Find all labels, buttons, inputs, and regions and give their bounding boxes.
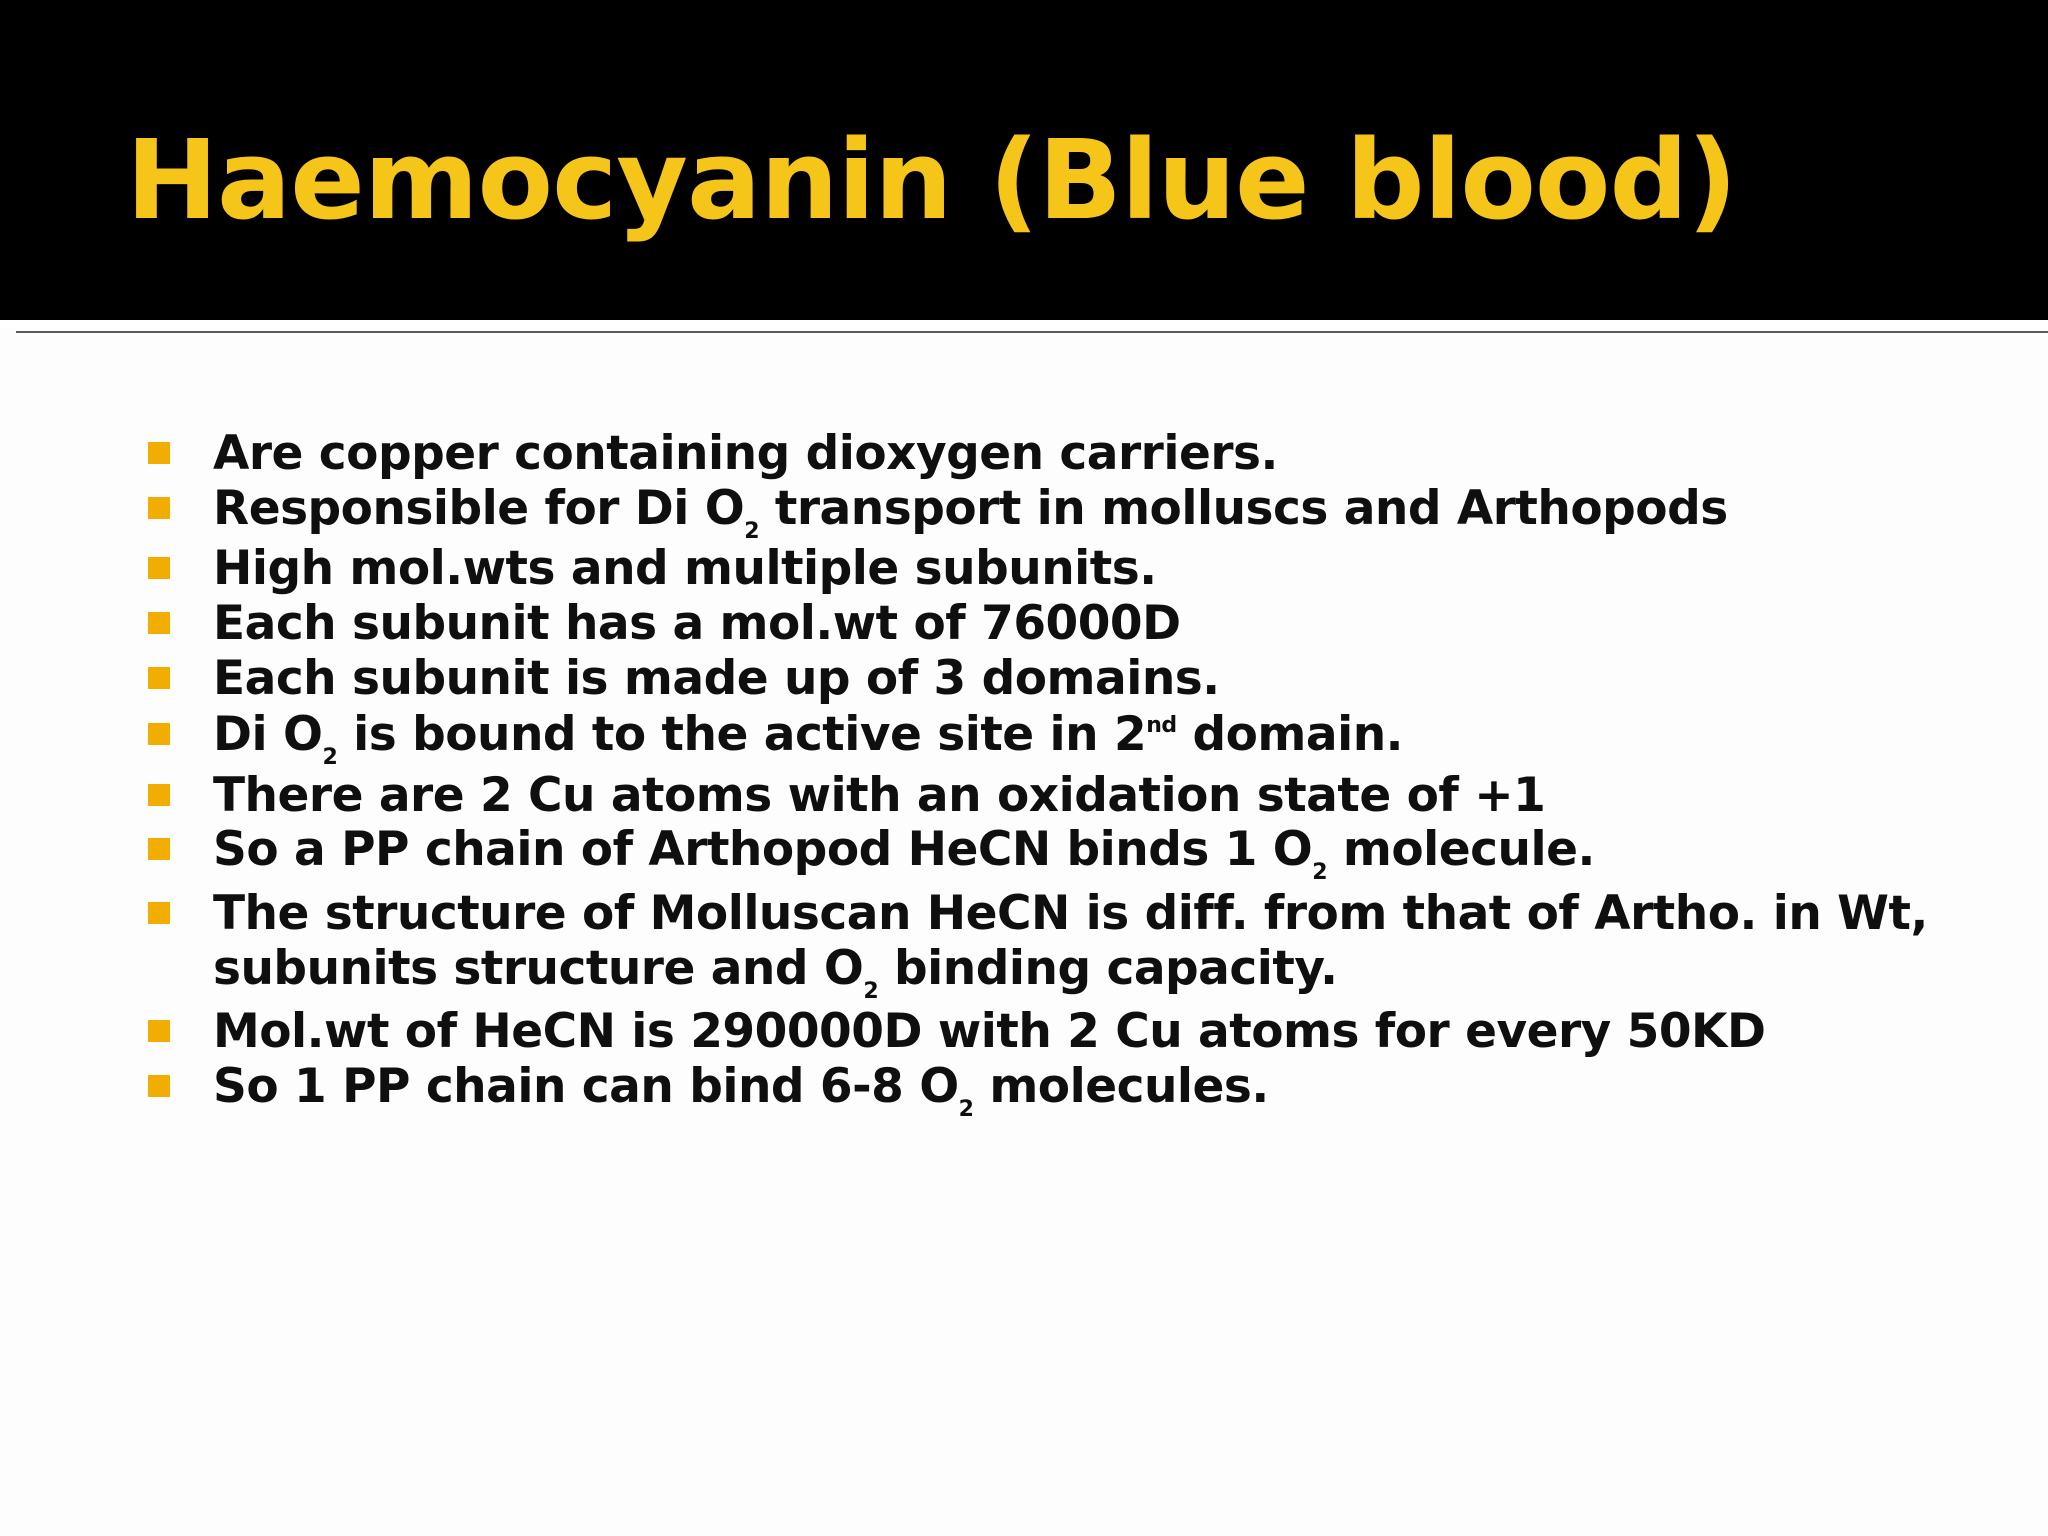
bullet-text: Di $O_2$ is bound to the active site in 2nd domain. (213, 707, 1404, 770)
bullet-square-icon (148, 723, 170, 745)
subscript: 2 (322, 745, 338, 770)
bullet-text: There are 2 Cu atoms with an oxidation state of +1 (213, 768, 1546, 823)
bullet-square-icon (148, 557, 170, 579)
bullet-text: Each subunit has a mol.wt of 76000D (213, 596, 1181, 651)
bullet-square-icon (148, 838, 170, 860)
subscript: 2 (958, 1097, 974, 1122)
bullet-square-icon (148, 667, 170, 689)
bullet-text: Mol.wt of HeCN is 290000D with 2 Cu atoms for every 50KD (213, 1004, 1766, 1059)
bullet-square-icon (148, 902, 170, 924)
bullet-text: Each subunit is made up of 3 domains. (213, 651, 1220, 706)
bullet-square-icon (148, 1075, 170, 1097)
bullet-text: High mol.wts and multiple subunits. (213, 541, 1157, 596)
bullet-square-icon (148, 442, 170, 464)
bullet-text: Responsible for Di $O_2$ transport in molluscs and Arthopods (213, 481, 1728, 544)
bullet-square-icon (148, 1020, 170, 1042)
bullet-square-icon (148, 497, 170, 519)
bullet-text: Are copper containing dioxygen carriers. (213, 426, 1278, 481)
slide-title: Haemocyanin (Blue blood) (126, 116, 1737, 244)
subscript: 2 (863, 979, 879, 1004)
bullet-square-icon (148, 784, 170, 806)
bullet-square-icon (148, 612, 170, 634)
bullet-text: So 1 PP chain can bind 6-8 $O_2$ molecules. (213, 1059, 1269, 1122)
bullet-text: So a PP chain of Arthopod HeCN binds 1 $O_2$ molecule. (213, 822, 1595, 885)
superscript: nd (1146, 713, 1177, 738)
bullet-text: The structure of Molluscan HeCN is diff. from that of Artho. in Wt, (213, 886, 1928, 941)
bullet-text-continuation: subunits structure and $O_2$ binding capacity. (213, 941, 1338, 1004)
subscript: 2 (1312, 860, 1328, 885)
subscript: 2 (744, 519, 760, 544)
